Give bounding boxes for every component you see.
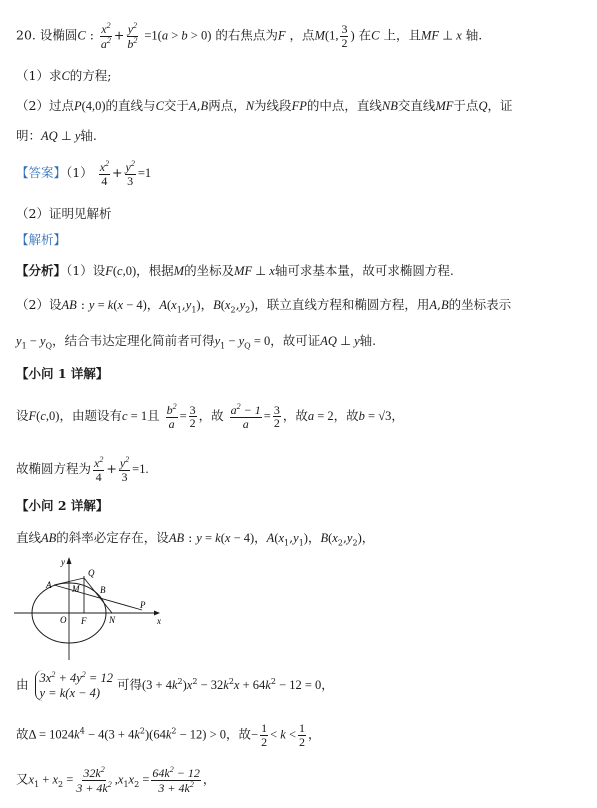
fenxi-tag: 【分析】 <box>16 263 67 278</box>
label-o: O <box>60 615 67 625</box>
question-2-line-1: （2）过点P(4,0)的直线与C交于A,B两点，N为线段FP的中点，直线NB交直线MF于点Q，证 <box>16 98 513 113</box>
answer-line: 【答案】（1） $\frac{x^2}{4}$ + $\frac{y^2}{3}$ =1 <box>16 159 152 188</box>
analysis-tag: 【解析】 <box>16 232 67 247</box>
question-1: （1）求C的方程; <box>16 68 112 83</box>
label-n: N <box>109 615 116 625</box>
sub1-tag: 【小问 1 详解】 <box>16 366 109 381</box>
label-q: Q <box>88 568 95 578</box>
problem-line-1: 20. 设椭圆C : $\frac{x^2}{a^2}$ + $\frac{y^2}{b^2}$ =1(a > b > 0) 的右焦点为F ，点M(1, $\frac{3}{2}$ ) 在C 上，且MF ⊥ x 轴. <box>16 21 483 51</box>
label-a: A <box>46 580 52 590</box>
label-x: x <box>157 616 161 626</box>
analysis-line-2: （2）设AB : y = k(x − 4)，$A(x_1,y_1)$，$B(x_2,y_2)$，联立直线方程和椭圆方程，用A,B的坐标表示 <box>16 297 512 315</box>
analysis-line-3: $y_1 - y_Q$，结合韦达定理化简前者可得$y_1 - y_Q = 0$，故可证AQ ⊥ y轴. <box>16 333 377 351</box>
question-2-line-2: 明：AQ ⊥ y轴. <box>16 128 97 143</box>
sub1-line-1: 设F(c,0)，由题设有c = 1且 $\frac{b^2}{a}$ = $\frac{3}{2}$ ，故 $\frac{a^2 - 1}{a}$ = $\frac{3}{2}$ ，故a = 2，故b = √3， <box>16 402 404 431</box>
answer-part-2: （2）证明见解析 <box>16 206 112 221</box>
label-p: P <box>140 600 146 610</box>
label-b: B <box>100 585 106 595</box>
sub2-system-line: 由 $3x^2 + 4y^2 = 12$ y = k(x − 4) 可得$(3 + 4k^2)x^2 - 32k^2x + 64k^2 - 12 = 0$， <box>16 670 334 701</box>
analysis-line-1: 【分析】（1）设F(c,0)，根据M的坐标及MF ⊥ x轴可求基本量，故可求椭圆方程. <box>16 263 454 278</box>
answer-tag: 【答案】 <box>16 165 67 181</box>
sub2-tag: 【小问 2 详解】 <box>16 498 109 513</box>
label-y: y <box>61 557 65 567</box>
ellipse-figure <box>14 556 164 664</box>
line-nq <box>84 578 112 613</box>
problem-number: 20. <box>16 27 36 43</box>
line-ap <box>54 585 142 610</box>
sub2-line-1: 直线AB的斜率必定存在，设AB : y = k(x − 4)，$A(x_1,y_1)$，$B(x_2,y_2)$， <box>16 530 375 548</box>
y-axis-arrow <box>67 557 72 564</box>
x-axis-arrow <box>154 611 160 616</box>
label-f: F <box>81 616 87 626</box>
label-m: M <box>72 584 80 594</box>
sub2-discriminant-line: 故$\Delta = 1024k^4 - 4(3 + 4k^2)(64k^2 - 12) > 0$，故− $\frac{1}{2}$ < k < $\frac{1}{2}$ ， <box>16 721 321 749</box>
sub2-vieta-line: 又$x_1 + x_2$ = $\frac{32k^2}{3 + 4k^2}$ $,x_1x_2$ = $\frac{64k^2 - 12}{3 + 4k^2}$ ， <box>16 765 216 795</box>
sub1-line-2: 故椭圆方程为 $\frac{x^2}{4}$ + $\frac{y^2}{3}$ =1. <box>16 455 149 484</box>
